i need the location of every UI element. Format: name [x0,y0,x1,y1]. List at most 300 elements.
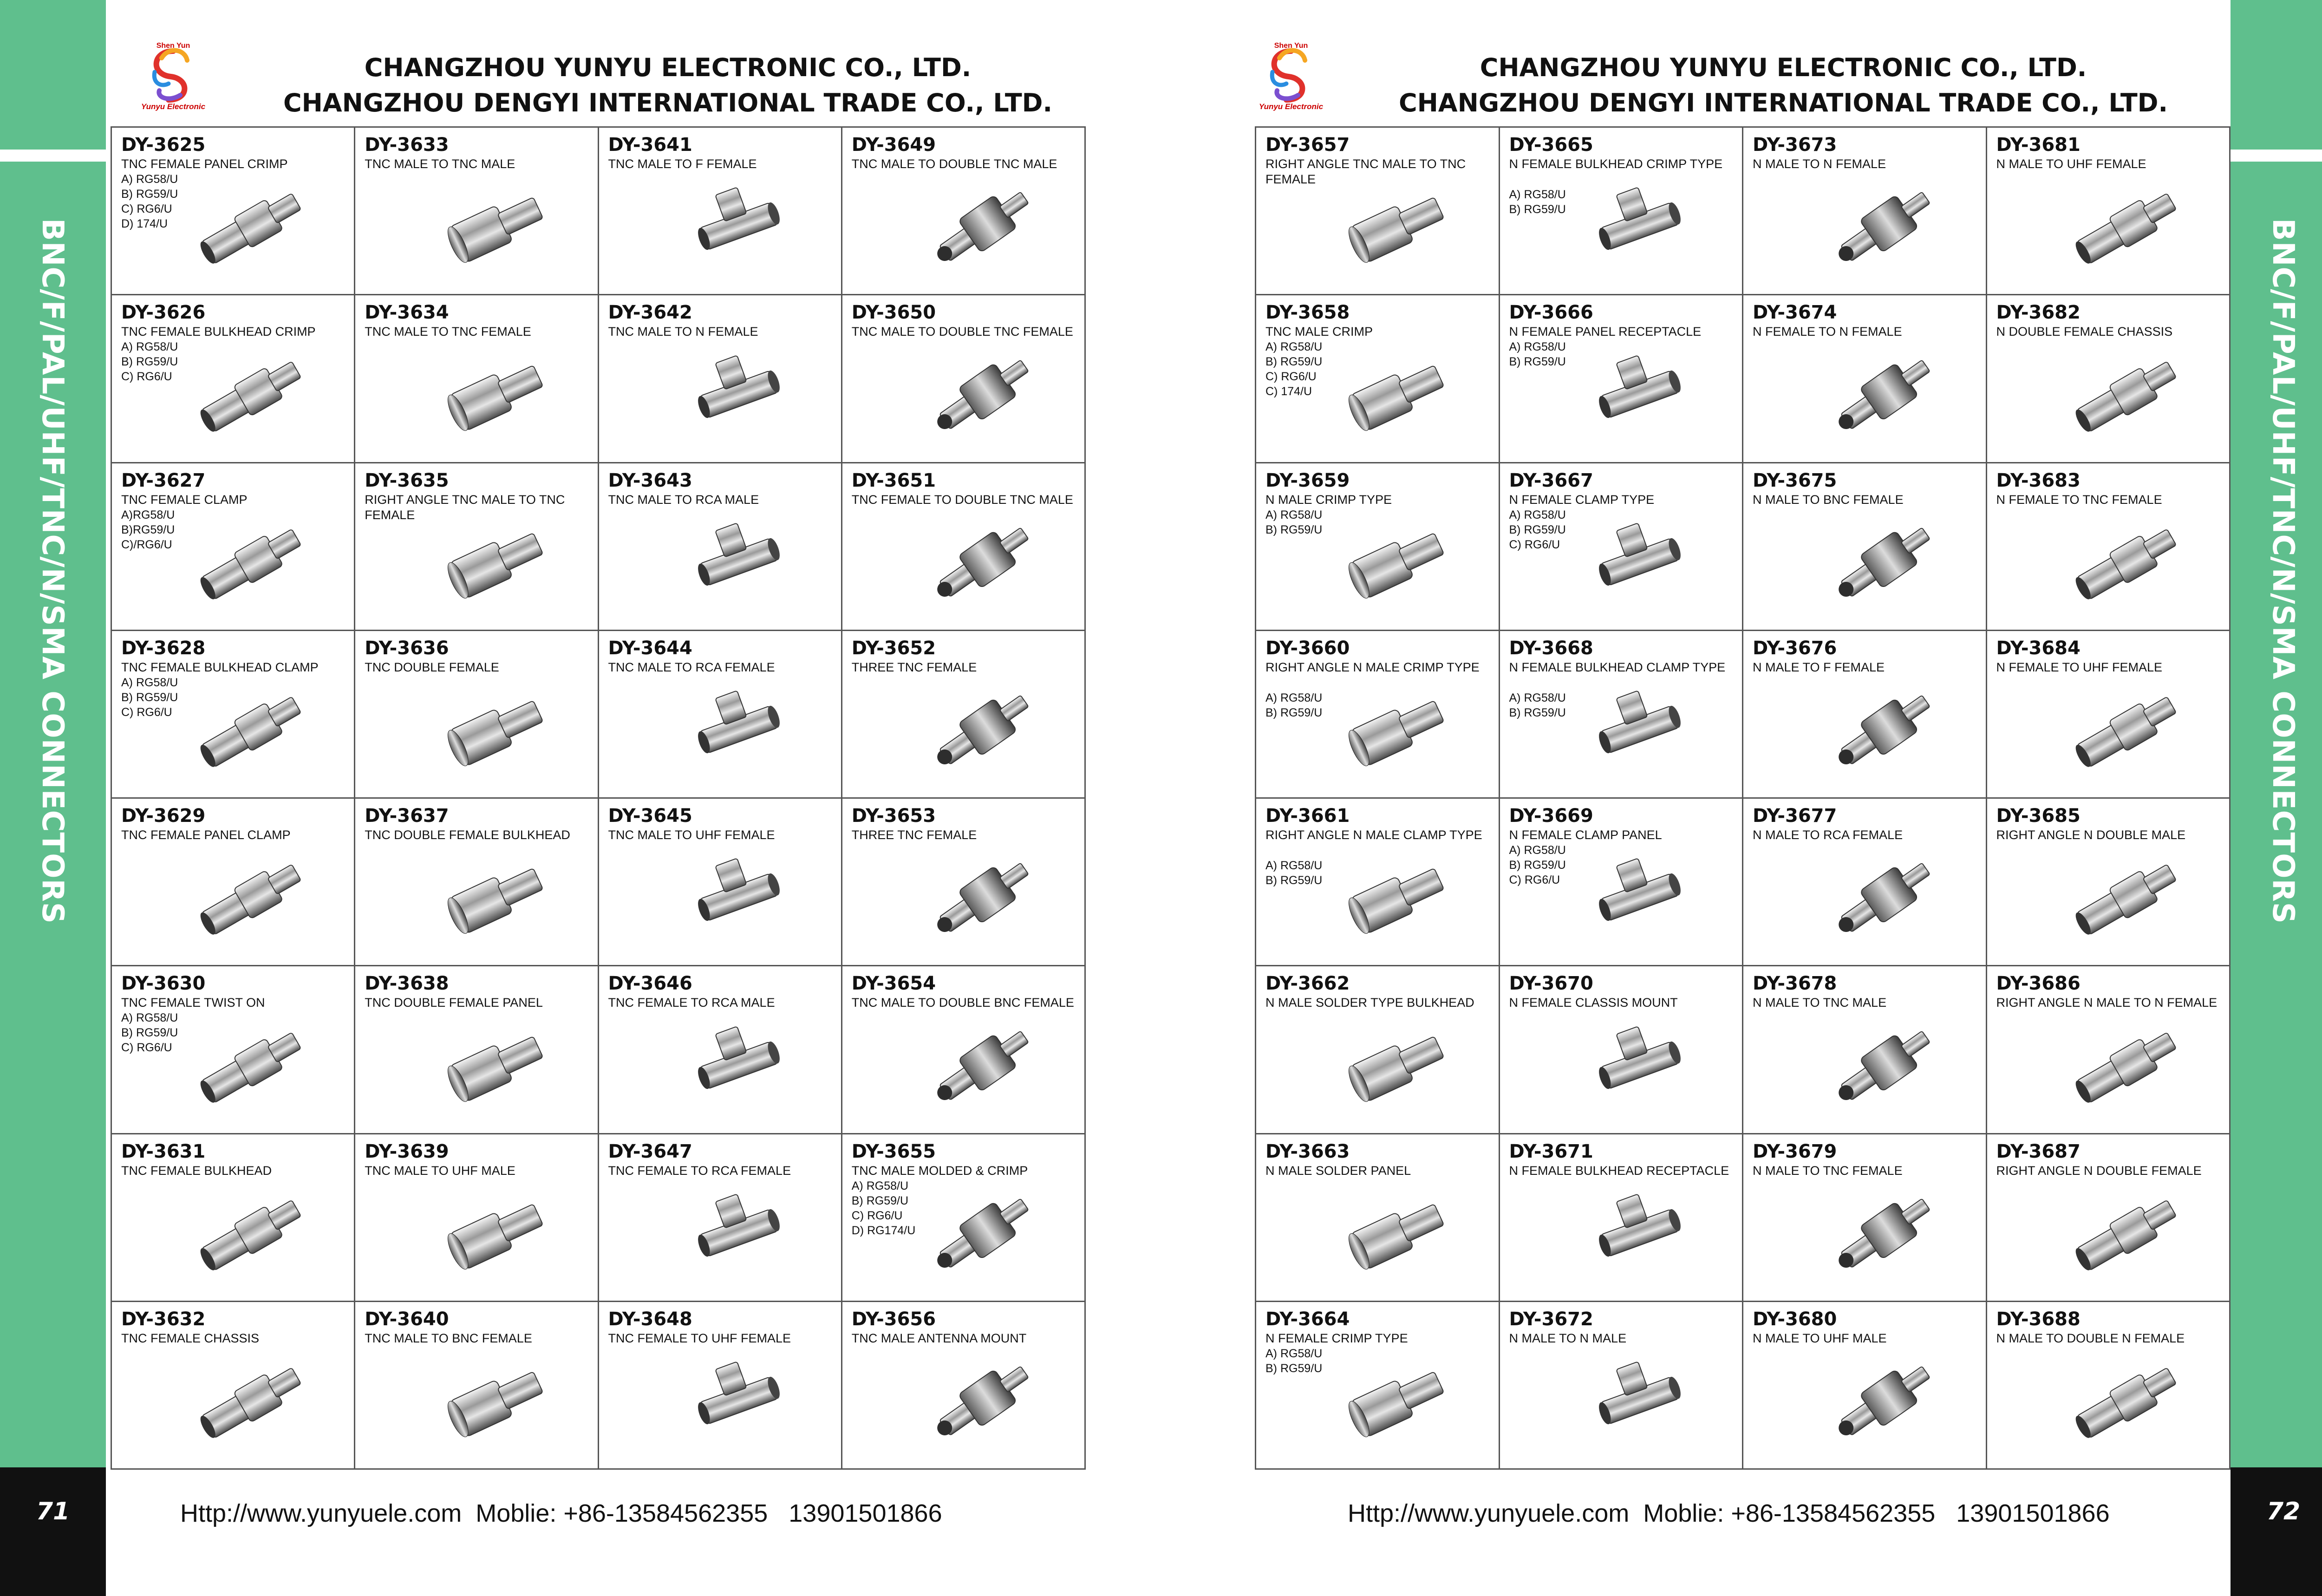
product-code: DY-3675 [1753,469,1837,491]
product-description: N MALE TO N FEMALE [1753,157,1886,171]
product-description: TNC MALE MOLDED & CRIMP [851,1163,1028,1178]
connector-image [182,1349,321,1452]
connector-image [426,343,565,445]
connector-photo [669,846,809,948]
product-cell [1987,1302,2231,1470]
product-description: N MALE TO RCA FEMALE [1753,828,1903,842]
cable-option: B) RG59/U [1265,355,1323,369]
connector-image [1814,175,1953,277]
cable-option: A) RG58/U [1265,1347,1323,1360]
connector-image [669,1182,809,1284]
product-cell [599,1134,842,1302]
connector-image [1570,343,1709,445]
connector-image [669,343,809,445]
cable-options [1509,691,1566,720]
product-grid [111,126,1086,1470]
product-cell [1500,799,1744,966]
cable-options [1509,508,1566,552]
cable-option: C) RG6/U [121,370,172,384]
connector-photo [669,175,809,277]
connector-photo [669,1182,809,1284]
product-cell [842,463,1086,631]
cable-option: B) RG59/U [1509,523,1566,536]
product-code: DY-3638 [365,973,449,995]
connector-image [426,678,565,781]
connector-photo [182,343,321,445]
connector-image [426,175,565,277]
product-description: N MALE TO UHF FEMALE [1996,157,2146,171]
product-description: TNC MALE ANTENNA MOUNT [851,1331,1027,1345]
connector-photo [2057,846,2197,948]
spine-category-label: BNC/F/PAL/UHF/TNC/N/SMA CONNECTORS [2266,218,2300,924]
product-cell [1743,1302,1987,1470]
connector-photo [669,1014,809,1116]
connector-image [669,1014,809,1116]
product-code: DY-3646 [608,973,692,995]
product-code: DY-3661 [1265,805,1350,827]
product-description: N FEMALE BULKHEAD CRIMP TYPE [1509,157,1723,171]
product-code: DY-3677 [1753,805,1837,827]
connector-image [2057,678,2197,781]
product-grid [1255,126,2231,1470]
product-description: N FEMALE CLAMP TYPE [1509,492,1655,507]
product-code: DY-3633 [365,134,449,156]
connector-photo [913,678,1052,781]
product-code: DY-3637 [365,805,449,827]
product-description: N FEMALE TO N FEMALE [1753,325,1902,339]
connector-photo [1814,1182,1953,1284]
product-cell [1987,463,2231,631]
connector-photo [1570,511,1709,613]
product-cell [599,631,842,799]
cable-option: A) RG58/U [1265,691,1323,704]
connector-photo [2057,343,2197,445]
connector-photo [1814,343,1953,445]
product-description: N FEMALE TO TNC FEMALE [1996,492,2162,507]
connector-photo [426,1014,565,1116]
product-description: TNC FEMALE CLAMP [121,492,248,507]
product-description: N MALE TO TNC MALE [1753,996,1887,1010]
page-number: 72 [2266,1498,2301,1525]
product-description: TNC FEMALE TO DOUBLE TNC MALE [851,492,1073,507]
product-description: TNC FEMALE BULKHEAD CRIMP [121,325,316,339]
connector-image [2057,175,2197,277]
product-description: TNC FEMALE BULKHEAD CLAMP [121,660,319,674]
product-description: TNC MALE TO DOUBLE BNC FEMALE [851,996,1074,1010]
product-cell [1500,295,1744,463]
cable-option: B) RG59/U [1265,1361,1323,1375]
product-code: DY-3663 [1265,1140,1350,1162]
product-code: DY-3682 [1996,302,2081,324]
connector-image [182,175,321,277]
product-code: DY-3665 [1509,134,1593,156]
product-description: N MALE SOLDER TYPE BULKHEAD [1265,996,1474,1010]
product-cell [1256,295,1500,463]
spine-footer-block [2231,1467,2322,1596]
product-code: DY-3687 [1996,1140,2081,1162]
product-cell [1256,1134,1500,1302]
connector-photo [182,678,321,781]
connector-image [426,511,565,613]
product-cell [355,463,599,631]
contact-footer: Http://www.yunyuele.com Moblie: +86-13584562355 13901501866 [180,1499,942,1527]
product-cell [1500,631,1744,799]
product-code: DY-3658 [1265,302,1350,324]
cable-option: A) RG58/U [1509,188,1566,201]
product-description: TNC FEMALE TWIST ON [121,996,265,1010]
product-cell [1256,1302,1500,1470]
connector-photo [1327,343,1466,445]
product-cell [842,966,1086,1134]
product-code: DY-3645 [608,805,692,827]
product-cell [599,295,842,463]
connector-photo [913,343,1052,445]
product-code: DY-3643 [608,469,692,491]
connector-image [1570,1014,1709,1116]
connector-photo [1327,846,1466,948]
product-description: RIGHT ANGLE N DOUBLE MALE [1996,828,2186,842]
connector-image [1570,846,1709,948]
cable-option: C)/RG6/U [121,538,172,551]
connector-image [426,1014,565,1116]
contact-footer: Http://www.yunyuele.com Moblie: +86-13584562355 13901501866 [1348,1499,2110,1527]
cable-options [121,675,178,720]
product-code: DY-3647 [608,1140,692,1162]
product-code: DY-3685 [1996,805,2081,827]
product-code: DY-3659 [1265,469,1350,491]
cable-option: A) RG58/U [121,676,178,689]
cable-option: A) RG58/U [1265,508,1323,521]
cable-option: B) RG59/U [851,1194,909,1207]
product-cell [1256,966,1500,1134]
product-cell [1743,295,1987,463]
product-cell [355,966,599,1134]
connector-image [2057,846,2197,948]
connector-photo [1327,1182,1466,1284]
product-cell [1256,799,1500,966]
product-code: DY-3666 [1509,302,1593,324]
product-cell [599,463,842,631]
connector-photo [1570,343,1709,445]
connector-photo [2057,1182,2197,1284]
connector-image [1814,1182,1953,1284]
connector-photo [913,846,1052,948]
cable-option: C) 174/U [1265,385,1312,398]
product-cell [1743,1134,1987,1302]
connector-image [913,1182,1052,1284]
page-number: 71 [36,1498,70,1525]
connector-image [426,846,565,948]
product-description: TNC MALE CRIMP [1265,325,1373,339]
cable-option: B)RG59/U [121,523,175,536]
product-code: DY-3683 [1996,469,2081,491]
cable-options [1265,339,1322,399]
product-description: TNC MALE TO DOUBLE TNC MALE [851,157,1057,171]
connector-photo [182,175,321,277]
product-code: DY-3688 [1996,1308,2081,1330]
catalog-page-left [106,0,1226,1596]
product-description: TNC MALE TO UHF MALE [365,1163,515,1178]
product-cell [1743,631,1987,799]
cable-options [852,1179,916,1238]
connector-image [913,1349,1052,1452]
connector-image [669,678,809,781]
connector-photo [426,846,565,948]
product-description: TNC MALE TO N FEMALE [608,325,758,339]
product-code: DY-3642 [608,302,692,324]
connector-photo [1327,175,1466,277]
connector-photo [1814,1349,1953,1452]
cable-options [121,1010,178,1055]
product-description: N FEMALE PANEL RECEPTACLE [1509,325,1702,339]
cable-option: B) RG59/U [1509,203,1566,216]
company-name-line2: CHANGZHOU DENGYI INTERNATIONAL TRADE CO., LTD. [283,88,1053,117]
product-cell [1743,966,1987,1134]
connector-image [913,1014,1052,1116]
product-description: N MALE SOLDER PANEL [1265,1163,1411,1178]
cable-option: A) RG58/U [1509,844,1566,857]
product-cell [112,799,355,966]
company-name-line1: CHANGZHOU YUNYU ELECTRONIC CO., LTD. [1480,53,2087,82]
connector-photo [1814,846,1953,948]
product-cell [112,128,355,295]
connector-photo [182,1014,321,1116]
product-code: DY-3630 [121,973,206,995]
product-code: DY-3686 [1996,973,2081,995]
product-description: TNC FEMALE TO RCA MALE [608,996,775,1010]
product-code: DY-3664 [1265,1308,1350,1330]
connector-image [1570,1349,1709,1452]
logo-brand-bottom: Yunyu Electronic [141,102,206,111]
spine-green-block-top [2231,0,2322,150]
company-name-line1: CHANGZHOU YUNYU ELECTRONIC CO., LTD. [364,53,972,82]
connector-image [1327,343,1466,445]
connector-image [1327,511,1466,613]
cable-option: A) RG58/U [1509,691,1566,704]
product-cell [355,631,599,799]
connector-image [1814,511,1953,613]
product-cell [112,966,355,1134]
product-description: RIGHT ANGLE TNC MALE TO TNC FEMALE [1265,157,1466,186]
product-code: DY-3668 [1509,637,1593,659]
product-cell [1987,295,2231,463]
cable-option: A) RG58/U [851,1179,909,1192]
product-code: DY-3676 [1753,637,1837,659]
product-cell [1256,631,1500,799]
product-cell [842,631,1086,799]
connector-image [1570,1182,1709,1284]
company-header [1347,50,2220,121]
connector-image [182,1014,321,1116]
connector-image [913,343,1052,445]
connector-image [182,1182,321,1284]
cable-option: A) RG58/U [1509,508,1566,521]
product-description: TNC MALE TO TNC FEMALE [365,325,531,339]
product-code: DY-3639 [365,1140,449,1162]
connector-image [2057,1349,2197,1452]
product-description: RIGHT ANGLE N MALE CLAMP TYPE [1265,828,1482,842]
product-code: DY-3651 [851,469,936,491]
connector-photo [1570,1182,1709,1284]
connector-photo [1570,1349,1709,1452]
connector-image [2057,1182,2197,1284]
product-code: DY-3636 [365,637,449,659]
product-description: TNC MALE TO RCA FEMALE [608,660,775,674]
cable-options [1509,339,1566,369]
cable-options [1265,508,1322,537]
cable-option: A) RG58/U [121,173,178,186]
connector-photo [1327,1014,1466,1116]
cable-options [1509,843,1566,887]
product-code: DY-3627 [121,469,206,491]
product-cell [1256,463,1500,631]
product-description: TNC MALE TO BNC FEMALE [365,1331,532,1345]
cable-option: B) RG59/U [1509,706,1566,719]
cable-option: B) RG59/U [1509,859,1566,872]
connector-photo [669,343,809,445]
cable-options [121,339,178,384]
product-description: TNC MALE TO UHF FEMALE [608,828,775,842]
cable-options [1265,691,1322,720]
connector-image [1570,511,1709,613]
product-cell [355,799,599,966]
product-code: DY-3648 [608,1308,692,1330]
cable-option: D) 174/U [121,217,168,230]
logo-brand-bottom: Yunyu Electronic [1259,102,1324,111]
product-description: N MALE TO F FEMALE [1753,660,1885,674]
cable-option: C) RG6/U [1509,538,1560,551]
connector-image [669,846,809,948]
connector-photo [182,846,321,948]
connector-photo [669,1349,809,1452]
connector-photo [426,678,565,781]
product-description: RIGHT ANGLE N DOUBLE FEMALE [1996,1163,2202,1178]
product-cell [1500,1302,1744,1470]
connector-image [1814,1349,1953,1452]
connector-photo [2057,1014,2197,1116]
connector-image [426,1349,565,1452]
product-code: DY-3657 [1265,134,1350,156]
product-code: DY-3641 [608,134,692,156]
spine-category-label: BNC/F/PAL/UHF/TNC/N/SMA CONNECTORS [35,218,70,924]
connector-image [182,678,321,781]
product-code: DY-3628 [121,637,206,659]
connector-photo [182,1182,321,1284]
connector-photo [426,343,565,445]
product-description: N MALE TO TNC FEMALE [1753,1163,1903,1178]
cable-option: B) RG59/U [121,1026,178,1040]
cable-option: B) RG59/U [121,188,178,201]
connector-image [1327,1182,1466,1284]
product-cell [1987,1134,2231,1302]
connector-photo [1570,1014,1709,1116]
connector-photo [913,1014,1052,1116]
product-description: RIGHT ANGLE N MALE CRIMP TYPE [1265,660,1480,674]
product-code: DY-3684 [1996,637,2081,659]
connector-image [182,343,321,445]
connector-photo [1570,846,1709,948]
connector-image [913,846,1052,948]
product-code: DY-3672 [1509,1308,1593,1330]
product-cell [1500,1134,1744,1302]
product-code: DY-3625 [121,134,206,156]
product-description: TNC MALE TO F FEMALE [608,157,757,171]
product-description: TNC FEMALE PANEL CRIMP [121,157,288,171]
product-code: DY-3653 [851,805,936,827]
product-cell [599,1302,842,1470]
product-description: THREE TNC FEMALE [851,828,977,842]
product-code: DY-3632 [121,1308,206,1330]
connector-image [182,846,321,948]
connector-image [669,511,809,613]
product-cell [355,1134,599,1302]
product-description: N FEMALE BULKHEAD CLAMP TYPE [1509,660,1726,674]
cable-option: C) RG6/U [851,1209,903,1222]
product-code: DY-3626 [121,302,206,324]
product-code: DY-3656 [851,1308,936,1330]
product-cell [842,1134,1086,1302]
connector-photo [2057,175,2197,277]
cable-option: C) RG6/U [1509,873,1560,886]
product-code: DY-3660 [1265,637,1350,659]
connector-image [1814,343,1953,445]
cable-option: A) RG58/U [1265,340,1323,354]
cable-option: A) RG58/U [1509,340,1566,354]
product-cell [112,1302,355,1470]
connector-image [913,678,1052,781]
connector-image [913,175,1052,277]
product-cell [112,463,355,631]
product-description: N MALE TO BNC FEMALE [1753,492,1904,507]
product-cell [842,1302,1086,1470]
product-code: DY-3629 [121,805,206,827]
connector-photo [1814,1014,1953,1116]
connector-image [913,511,1052,613]
connector-image [426,1182,565,1284]
connector-photo [426,175,565,277]
connector-photo [1570,175,1709,277]
product-cell [1743,128,1987,295]
cable-option: C) RG6/U [121,202,172,215]
product-code: DY-3649 [851,134,936,156]
connector-photo [913,511,1052,613]
cable-options [1509,187,1566,217]
product-cell [1987,966,2231,1134]
product-description: TNC MALE TO DOUBLE TNC FEMALE [851,325,1073,339]
connector-photo [426,511,565,613]
connector-image [1327,175,1466,277]
connector-photo [2057,511,2197,613]
cable-options [121,172,178,231]
product-description: RIGHT ANGLE TNC MALE TO TNC FEMALE [365,492,565,522]
product-code: DY-3670 [1509,973,1593,995]
connector-photo [2057,1349,2197,1452]
company-name-line2: CHANGZHOU DENGYI INTERNATIONAL TRADE CO., LTD. [1398,88,2168,117]
product-cell [112,295,355,463]
product-description: N FEMALE CRIMP TYPE [1265,1331,1408,1345]
connector-photo [1327,511,1466,613]
connector-image [1570,175,1709,277]
company-logo [1242,33,1340,116]
product-description: RIGHT ANGLE N MALE TO N FEMALE [1996,996,2218,1010]
product-code: DY-3669 [1509,805,1593,827]
connector-image [2057,1014,2197,1116]
product-description: N FEMALE BULKHEAD RECEPTACLE [1509,1163,1729,1178]
cable-option: B) RG59/U [121,691,178,704]
cable-option: A) RG58/U [121,1011,178,1025]
cable-option: A)RG58/U [121,508,175,521]
product-description: TNC FEMALE PANEL CLAMP [121,828,291,842]
